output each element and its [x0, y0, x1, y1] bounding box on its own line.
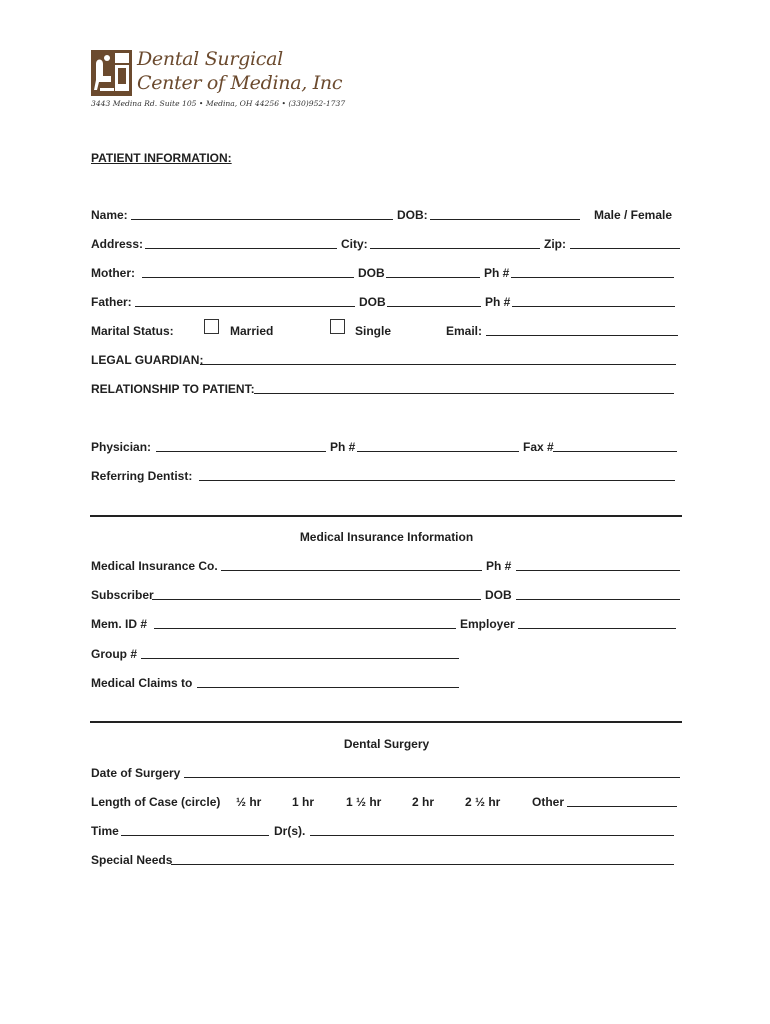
section-divider [90, 515, 682, 517]
group-label: Group # [91, 647, 138, 661]
special-needs-label: Special Needs [91, 853, 173, 867]
mother-label: Mother: [91, 266, 135, 280]
city-field[interactable] [370, 237, 540, 249]
legal-guardian-field[interactable] [200, 353, 676, 365]
medical-claims-label: Medical Claims to [91, 676, 193, 690]
father-dob-label: DOB [359, 295, 386, 309]
practice-logo [91, 47, 346, 117]
patient-info-heading: PATIENT INFORMATION: [91, 151, 232, 165]
doctors-label: Dr(s). [274, 824, 306, 838]
father-dob-field[interactable] [387, 295, 481, 307]
length-option-1-hr[interactable]: 1 hr [292, 795, 315, 809]
relationship-label: RELATIONSHIP TO PATIENT: [91, 382, 255, 396]
legal-guardian-label: LEGAL GUARDIAN: [91, 353, 204, 367]
dob-field[interactable] [430, 208, 580, 220]
referring-dentist-label: Referring Dentist: [91, 469, 193, 483]
insurance-company-label: Medical Insurance Co. [91, 559, 218, 573]
zip-field[interactable] [570, 237, 680, 249]
physician-phone-field[interactable] [357, 440, 519, 452]
marital-status-label: Marital Status: [91, 324, 174, 338]
date-of-surgery-field[interactable] [184, 766, 680, 778]
other-label: Other [532, 795, 565, 809]
doctors-field[interactable] [310, 824, 674, 836]
married-checkbox[interactable] [204, 319, 219, 334]
address-label: Address: [91, 237, 144, 251]
dental-chair-logo-icon [91, 50, 132, 96]
section-divider [90, 721, 682, 723]
other-field[interactable] [567, 795, 677, 807]
single-checkbox[interactable] [330, 319, 345, 334]
group-field[interactable] [141, 647, 459, 659]
address-field[interactable] [145, 237, 337, 249]
subscriber-field[interactable] [152, 588, 481, 600]
name-label: Name: [91, 208, 128, 222]
dob-label: DOB: [397, 208, 428, 222]
fax-label: Fax # [523, 440, 554, 454]
mother-field[interactable] [142, 266, 354, 278]
time-field[interactable] [121, 824, 269, 836]
email-field[interactable] [486, 324, 678, 336]
zip-label: Zip: [544, 237, 566, 251]
sex-options[interactable]: Male / Female [594, 208, 673, 222]
father-phone-label: Ph # [485, 295, 511, 309]
member-id-label: Mem. ID # [91, 617, 148, 631]
relationship-field[interactable] [254, 382, 674, 394]
email-label: Email: [446, 324, 483, 338]
fax-field[interactable] [553, 440, 677, 452]
logo-address: 3443 Medina Rd. Suite 105 • Medina, OH 44256 • (330)952-1737 [91, 99, 346, 108]
father-phone-field[interactable] [512, 295, 675, 307]
single-label: Single [355, 324, 392, 338]
length-option-2-half-hr[interactable]: 2 ½ hr [465, 795, 501, 809]
physician-field[interactable] [156, 440, 326, 452]
date-of-surgery-label: Date of Surgery [91, 766, 181, 780]
mother-phone-field[interactable] [511, 266, 674, 278]
referring-dentist-field[interactable] [199, 469, 675, 481]
length-option-2-hr[interactable]: 2 hr [412, 795, 435, 809]
married-label: Married [230, 324, 274, 338]
length-option-1-half-hr[interactable]: 1 ½ hr [346, 795, 382, 809]
employer-field[interactable] [518, 617, 676, 629]
employer-label: Employer [460, 617, 515, 631]
length-option-half-hr[interactable]: ½ hr [236, 795, 262, 809]
length-of-case-label: Length of Case (circle) [91, 795, 221, 809]
mother-phone-label: Ph # [484, 266, 510, 280]
special-needs-field[interactable] [171, 853, 674, 865]
logo-text-line1: Dental Surgical [137, 48, 283, 70]
physician-label: Physician: [91, 440, 152, 454]
time-label: Time [91, 824, 119, 838]
mother-dob-field[interactable] [386, 266, 480, 278]
city-label: City: [341, 237, 368, 251]
father-label: Father: [91, 295, 132, 309]
mother-dob-label: DOB [358, 266, 385, 280]
logo-text-line2: Center of Medina, Inc [137, 72, 343, 94]
subscriber-dob-label: DOB [485, 588, 512, 602]
insurance-heading: Medical Insurance Information [299, 530, 474, 544]
surgery-heading: Dental Surgery [343, 737, 430, 751]
physician-phone-label: Ph # [330, 440, 356, 454]
member-id-field[interactable] [154, 617, 456, 629]
name-field[interactable] [131, 208, 393, 220]
subscriber-dob-field[interactable] [516, 588, 680, 600]
insurance-phone-label: Ph # [486, 559, 512, 573]
insurance-phone-field[interactable] [516, 559, 680, 571]
medical-claims-field[interactable] [197, 676, 459, 688]
father-field[interactable] [135, 295, 355, 307]
insurance-company-field[interactable] [221, 559, 482, 571]
subscriber-label: Subscriber [91, 588, 154, 602]
